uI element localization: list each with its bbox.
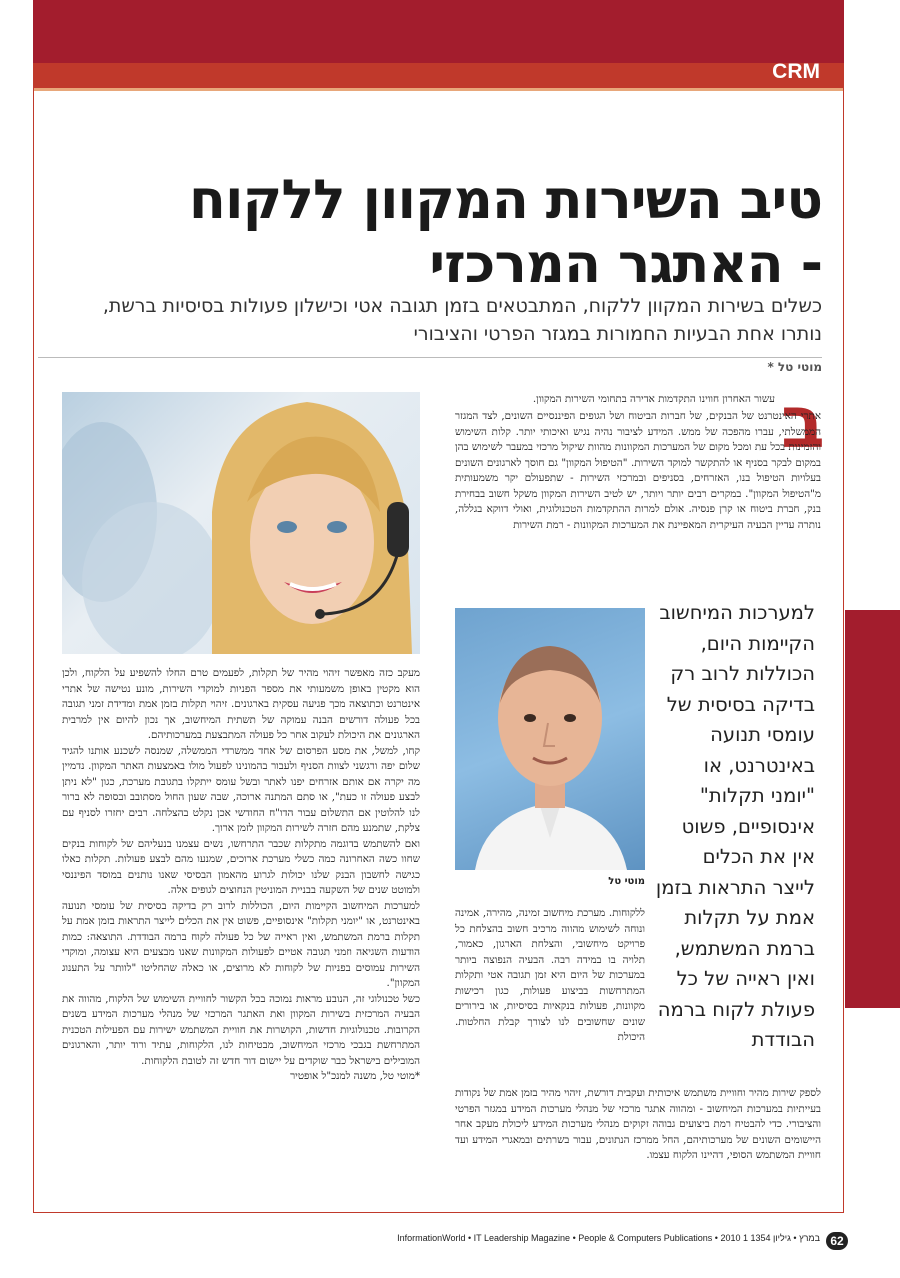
byline-divider — [38, 357, 822, 358]
article-intro-line — [455, 392, 775, 409]
subtitle-line-2: נותרו אחת הבעיות החמורות במגזר הפרטי והציבורי — [413, 323, 822, 345]
page-frame-left — [33, 88, 34, 1213]
call-center-agent-illustration — [62, 392, 420, 654]
header-bar — [33, 0, 844, 63]
left-paragraph-5: כשל טכנולוגי זה, הנובע מראות נמוכה בכל הקשור לחוויית השימוש של הלקוח, מהווה את הבעיה המרכזית בשירות המקוון ואת האתגר המרכזי של מנהלי מערכות המידע בשנים הקרובות. טכנולוגיות חדשות, הקושרות את חוויית המשתמש ישירות עם הפעילות הטכנית המתרחשת בגבכי מרכזי המיחשוב, מבטיחות לנו, הלקוחות, עתיד ורוד יותר, והארגונים המובילים בישראל כבר שוקדים על יישום דור חדש זה לטובת הלקוחות. — [62, 992, 420, 1067]
pull-quote: למערכות המיחשוב הקיימות היום, הכוללות לרוב רק בדיקה בסיסית של עומסי תנועה באינטרנט, או "יומני תקלות" אינסופיים, פשוט אין את הכלים לייצר התראות בזמן אמת על תקלות ברמת המשתמש, ואין ראייה של כל פעולת לקוח ברמה הבודדת — [655, 601, 815, 1051]
top-paragraph: אתרי האינטרנט של הבנקים, של חברות הביטוח ושל הגופים הפיננסיים השונים, לצד המגזר הממשלתי, עברו מהפכה של ממש. המידע לציבור נהיה נגיש ואיכותי יותר. קלות השימוש והזמינות בכל עת ומכל מקום של המערכות המקוונות מהוות שיקול מרכזי במעבר לשימוש בהן במקום לבקר בסניף או להתקשר למוקד השירות. "הטיפול המקוון" גם חוסך לארגונים השונים בעלויות הטיפול בנו, האזרחים, בסניפים ובמרכזי השירות - שתפעולם יקר משמעותית מ"הטיפול המקוון". במקרים רבים יותר ויותר, יש לטיב השירות המקוון משקל חשוב בבחירת בנק, חברת ביטוח או קרן פנסיה. אולם למרות ההתקדמות הטכנולוגית, ואולי דווקא בגללה, נותרה עדיין הבעיה העיקרית המאפיינת את המערכות המקוונות - רמת השירות — [455, 410, 821, 531]
article-headline — [60, 168, 822, 296]
article-column-top — [455, 409, 821, 585]
left-paragraph-4: למערכות המיחשוב הקיימות היום, הכוללות לרוב רק בדיקה בסיסית של עומסי תנועה באינטרנט, או "יומני תקלות" אינסופיים, פשוט אין את הכלים לייצר התראות בזמן אמת על תקלות ברמת המשתמש, ואין ראייה של כל פעולה לקוח ברמה הבודדת. התוצאה: כמות הודעות השגיאה וזמני תגובה אטיים לפעולות המקוונות שאנו מבצעים היא עצומה, ומוקדי השירות עמוסים בפניות של לקוחות לא מרוצים, או כאלה שהחליטו "לוותר על התענוג המקוון". — [62, 899, 420, 989]
article-subtitle — [50, 292, 822, 348]
page-footer: InformationWorld • IT Leadership Magazine • People & Computers Publications • 2010 1 במרץ • גיליון 1354 — [397, 1233, 820, 1243]
author-note: *מוטי טל, משנה למנכ"ל אופטיר — [290, 1070, 420, 1082]
side-color-tab — [845, 610, 900, 1008]
left-paragraph-3: ואם להשתמש בדוגמה מתקלות שכבר התרחשו, נשים עצמנו בנעליהם של לקוחות בנקים שחוו כשה האחרונה כמה כשלי מערכת ארוכים, שמנעו מהם לבצע פעולות. תקלות כאלו כגישה לחשבון הבנק שלנו יכולות לגרוע מהאמון הבסיסי שאנו נותנים במוסד הפיננסי ולמוטט שנים של השקעה בבניית המוניטין הנחוצים לגופים אלה. — [62, 837, 420, 896]
left-paragraph-2: קחו, למשל, את מסע הפרסום של אחד ממשרדי הממשלה, שמנסה לשכנע אותנו להגיד שלום יפה ורגשני לצוות הסניף ולעבור בהמונינו לפעול מולו באמצעות האתר המקוון. נדמיין מה יקרה אם אותם אזרחים יפנו לאתר ובשל עומס ייתקלו בתגובת מערכת, כגון "לא ניתן לבצע פעולה זו כעת", או סתם המתנה ארוכה, שבה שעון החול מסתובב ובסופה לא ברור לנו להלוטין אם התשלום עבור הדו"ח החודשי אכן נקלט בהצלחה. רבים יחזרו לסניף עם צלקת, שתמנע מהם חזרה לשירות המקוון לזמן ארוך. — [62, 744, 420, 834]
intro-paragraph: עשור האחרון חווינו התקדמות אדירה בתחומי השירות המקוון. — [532, 393, 775, 405]
photo-call-center-agent — [62, 392, 420, 654]
drop-cap: ב — [781, 380, 825, 464]
photo-caption: מוטי טל — [608, 876, 645, 887]
bottom-paragraph: לספק שירות מהיר וחוויית משתמש איכותית ועקבית דורשת, זיהוי מהיר בזמן אמת של נקודות בעייתיות במערכות המיחשוב - ומהווה אתגר מרכזי של מנהלי מערכות המידע במגזר הפרטי והציבורי. כדי להבטיח רמת ביצועים גבוהה זקוקים מנהלי מערכות המידע ליכולת מעקב אחר היישומים השונים של מערכותיהם, החל ממרכז הנתונים, עבור בשרתים ובמאגרי המידע ועד חוויית המשתמש הסופי, דהיינו הלקוח עצמו. — [455, 1087, 821, 1161]
page-frame-bottom — [33, 1212, 844, 1213]
photo-author — [455, 608, 645, 870]
article-column-left — [62, 666, 420, 1178]
headline-line-2: - האתגר המרכזי — [429, 232, 822, 295]
section-label: CRM — [772, 60, 820, 83]
article-column-middle — [455, 906, 645, 1086]
subtitle-line-1: כשלים בשירות המקוון ללקוח, המתבטאים בזמן תגובה אטי וכישלון פעולות בסיסיות ברשת, — [102, 295, 822, 317]
header-divider — [33, 88, 844, 91]
headline-line-1: טיב השירות המקוון ללקוח — [188, 168, 822, 231]
author-portrait-illustration — [455, 608, 645, 870]
middle-paragraph: ללקוחות. מערכת מיחשוב זמינה, מהירה, אמינה ונוחה לשימוש מהווה מרכיב חשוב בהצלחת כל פרויקט מיחשובי, והצלחת הארגון, כאמור, תלויה בו במידה רבה. הבעיה הנפוצה ביותר במערכות של היום היא זמן תגובה אטי ותקלות המתרחשות בביצוע פעולות, כגון רכישות מקוונות, פעולות בנקאיות בסיסיות, או בירורים שונים שחשובים לנו לצורך קבלת החלטות. היכולת — [455, 907, 645, 1043]
byline: מוטי טל * — [767, 360, 822, 374]
page-number: 62 — [826, 1232, 848, 1250]
article-column-bottom — [455, 1086, 821, 1174]
section-bar — [33, 60, 844, 88]
left-paragraph-1: מעקב כזה מאפשר זיהוי מהיר של תקלות, לפעמים טרם החלו להשפיע על הלקוח, ולכן הוא מקטין באופן משמעותי את מספר הפניות למוקדי השירות, מונע נטישה של אתרי אינטרנט וכתוצאה מכך פגיעה עסקית בארגונים. זיהוי תקלות בזמן אמת ומדידת זמני תגובה בכל פעולה דורשים הבנה עמוקה של תשתית המיחשוב, אך נכון להיום אין למרבית הארגונים את היכולת לעקוב אחר כל פעולה המתבצעת במערכותיהם. — [62, 667, 420, 741]
page-frame-right — [843, 88, 844, 1213]
